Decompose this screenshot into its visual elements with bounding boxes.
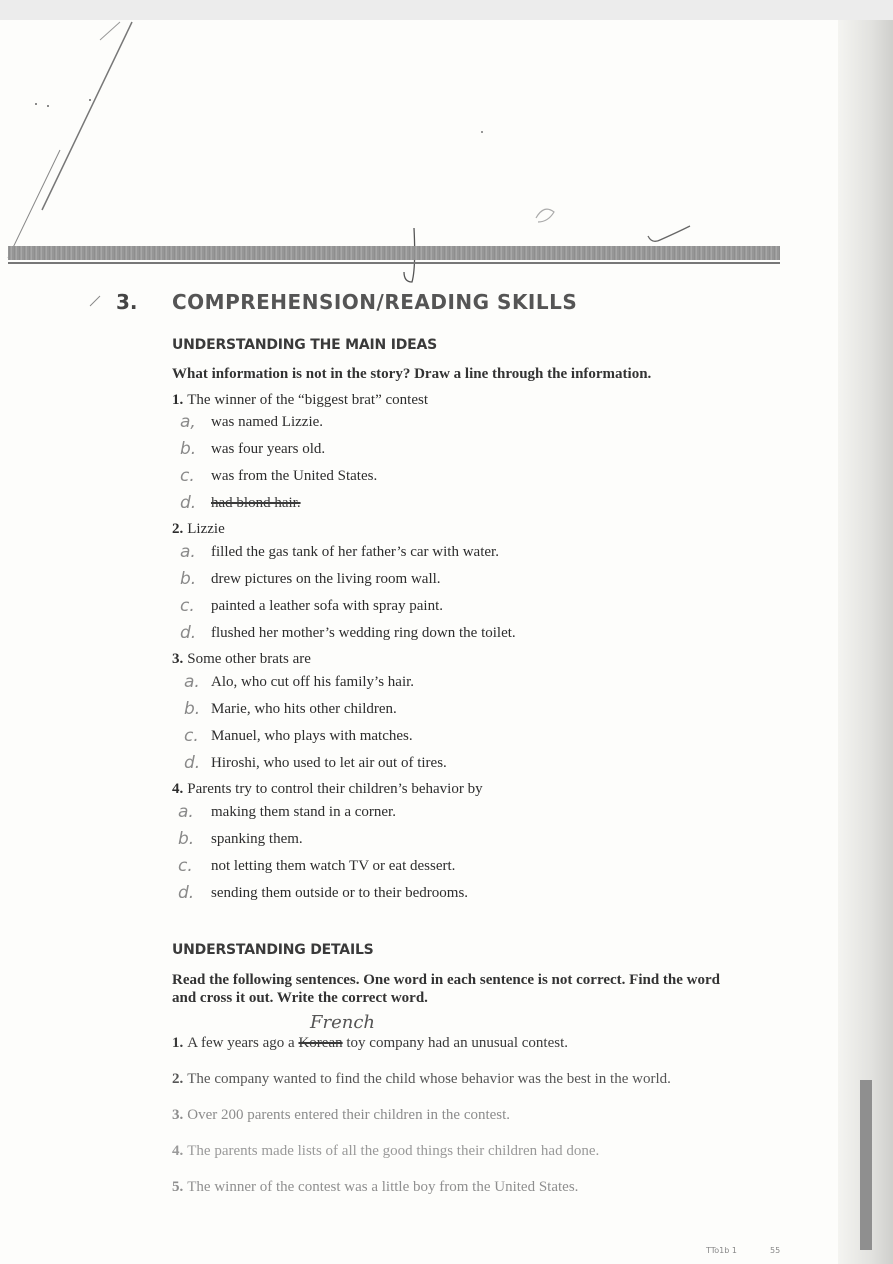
handwritten-mark: a. xyxy=(178,802,194,822)
section-divider-bar xyxy=(8,246,780,260)
main-ideas-heading: UNDERSTANDING THE MAIN IDEAS xyxy=(172,337,438,353)
option-4d: sending them outside or to their bedrooms. xyxy=(211,885,469,901)
page-number: 55 xyxy=(770,1246,781,1255)
question-4: 4. Parents try to control their children’s behavior by xyxy=(172,781,483,797)
handwritten-mark: b. xyxy=(184,699,201,719)
section-divider-line xyxy=(8,262,780,264)
detail-sentence-5: 5. The winner of the contest was a little boy from the United States. xyxy=(172,1179,579,1195)
option-1d-crossed: had blond hair. xyxy=(211,495,301,511)
handwritten-mark: b. xyxy=(178,829,195,849)
option-4c: not letting them watch TV or eat dessert. xyxy=(211,858,456,874)
handwritten-mark: d. xyxy=(184,753,201,773)
handwritten-mark: a. xyxy=(184,672,200,692)
detail-sentence-3: 3. Over 200 parents entered their children in the contest. xyxy=(172,1107,511,1123)
handwritten-mark: b. xyxy=(180,439,197,459)
option-2c: painted a leather sofa with spray paint. xyxy=(211,598,444,614)
handwritten-correction: French xyxy=(310,1012,376,1033)
option-3d: Hiroshi, who used to let air out of tires. xyxy=(211,755,447,771)
option-3b: Marie, who hits other children. xyxy=(211,701,397,717)
details-heading: UNDERSTANDING DETAILS xyxy=(172,942,374,958)
option-2b: drew pictures on the living room wall. xyxy=(211,571,441,587)
pencil-mark-icon xyxy=(88,294,102,308)
question-2: 2. Lizzie xyxy=(172,521,225,537)
option-2d: flushed her mother’s wedding ring down the toilet. xyxy=(211,625,516,641)
handwritten-mark: c. xyxy=(184,726,199,746)
question-1: 1. The winner of the “biggest brat” contest xyxy=(172,392,428,408)
option-1a: was named Lizzie. xyxy=(211,414,324,430)
detail-sentence-1: 1. A few years ago a Korean toy company had an unusual contest. xyxy=(172,1035,568,1051)
detail-sentence-4: 4. The parents made lists of all the good things their children had done. xyxy=(172,1143,600,1159)
handwritten-mark: d. xyxy=(180,493,197,513)
footer-label: TTo1b 1 xyxy=(706,1246,737,1255)
option-4a: making them stand in a corner. xyxy=(211,804,396,820)
crossed-word: Korean xyxy=(298,1035,343,1051)
option-3c: Manuel, who plays with matches. xyxy=(211,728,413,744)
scan-edge-bar xyxy=(860,1080,872,1250)
option-3a: Alo, who cut off his family’s hair. xyxy=(211,674,415,690)
option-2a: filled the gas tank of her father’s car with water. xyxy=(211,544,499,560)
details-instruction-line1: Read the following sentences. One word in each sentence is not correct. Find the word xyxy=(172,972,720,988)
handwritten-mark: c. xyxy=(180,466,195,486)
option-1c: was from the United States. xyxy=(211,468,378,484)
handwritten-mark: a. xyxy=(180,542,196,562)
details-instruction-line2: and cross it out. Write the correct word. xyxy=(172,990,428,1006)
main-ideas-instruction: What information is not in the story? Draw a line through the information. xyxy=(172,366,652,382)
section-number: 3. xyxy=(116,290,138,314)
handwritten-mark: c. xyxy=(178,856,193,876)
question-3: 3. Some other brats are xyxy=(172,651,311,667)
option-4b: spanking them. xyxy=(211,831,303,847)
handwritten-mark: a, xyxy=(180,412,196,432)
section-title: COMPREHENSION/READING SKILLS xyxy=(172,290,578,314)
handwritten-mark: c. xyxy=(180,596,195,616)
detail-sentence-2: 2. The company wanted to find the child whose behavior was the best in the world. xyxy=(172,1071,671,1087)
handwritten-mark: d. xyxy=(180,623,197,643)
option-1b: was four years old. xyxy=(211,441,326,457)
handwritten-mark: b. xyxy=(180,569,197,589)
handwritten-mark: d. xyxy=(178,883,195,903)
